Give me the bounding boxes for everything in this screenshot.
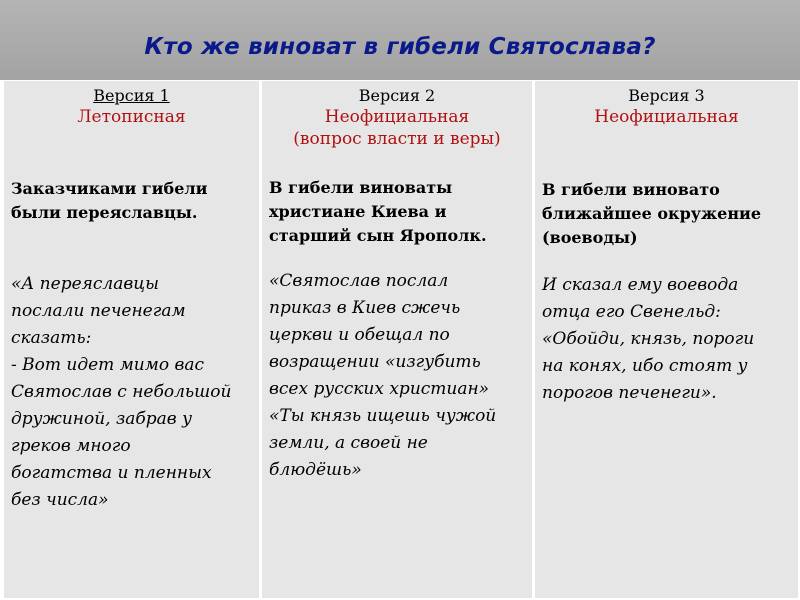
quote-line: Святослав с небольшой	[11, 382, 232, 402]
version-1-label: Версия 1	[93, 86, 170, 105]
quote-line: «Ты князь ищешь чужой	[269, 406, 497, 426]
version-3-statement: В гибели виновато ближайшее окружение (воеводы)	[542, 180, 762, 247]
quote-line: богатства и пленных	[11, 463, 212, 483]
version-2-kind-detail: (вопрос власти и веры)	[293, 129, 501, 149]
version-2-quote	[262, 268, 532, 484]
version-1-column	[4, 81, 259, 598]
quote-line: отца его Свенельд:	[542, 302, 721, 322]
version-3-label: Версия 3	[628, 86, 705, 105]
slide-title: Кто же виноват в гибели Святослава?	[144, 34, 656, 60]
quote-line: послали печенегам	[11, 301, 186, 321]
quote-line: без числа»	[11, 490, 109, 510]
quote-line: порогов печенеги».	[542, 383, 717, 403]
version-1-quote	[4, 271, 259, 514]
quote-line: всех русских христиан»	[269, 379, 490, 399]
quote-line: «Обойди, князь, пороги	[542, 329, 755, 349]
quote-line: церкви и обещал по	[269, 325, 450, 345]
version-2-header	[262, 85, 532, 150]
version-3-kind: Неофициальная	[594, 107, 739, 127]
quote-line: «А переяславцы	[11, 274, 159, 294]
quote-line: сказать:	[11, 328, 92, 348]
version-2-statement: В гибели виноваты христиане Киева и старший сын Ярополк.	[269, 178, 487, 245]
title-bar	[0, 0, 800, 80]
quote-line: на конях, ибо стоят у	[542, 356, 748, 376]
quote-line: дружиной, забрав у	[11, 409, 192, 429]
quote-line: возращении «изгубить	[269, 352, 481, 372]
version-2-column	[262, 81, 532, 598]
quote-line: «Святослав послал	[269, 271, 449, 291]
versions-table	[4, 81, 798, 598]
quote-line: - Вот идет мимо вас	[11, 355, 205, 375]
version-3-quote	[535, 272, 798, 407]
quote-line: греков много	[11, 436, 131, 456]
quote-line: И сказал ему воевода	[542, 275, 739, 295]
version-3-column	[535, 81, 798, 598]
version-1-statement: Заказчиками гибели были переяславцы.	[11, 179, 208, 222]
version-2-label: Версия 2	[358, 86, 436, 105]
quote-line: земли, а своей не	[269, 433, 428, 453]
quote-line: блюдёшь»	[269, 460, 362, 480]
version-1-kind: Летописная	[77, 107, 186, 127]
version-2-kind: Неофициальная	[324, 107, 470, 127]
quote-line: приказ в Киев сжечь	[269, 298, 461, 318]
version-1-header	[4, 85, 259, 128]
version-3-header	[535, 85, 798, 128]
